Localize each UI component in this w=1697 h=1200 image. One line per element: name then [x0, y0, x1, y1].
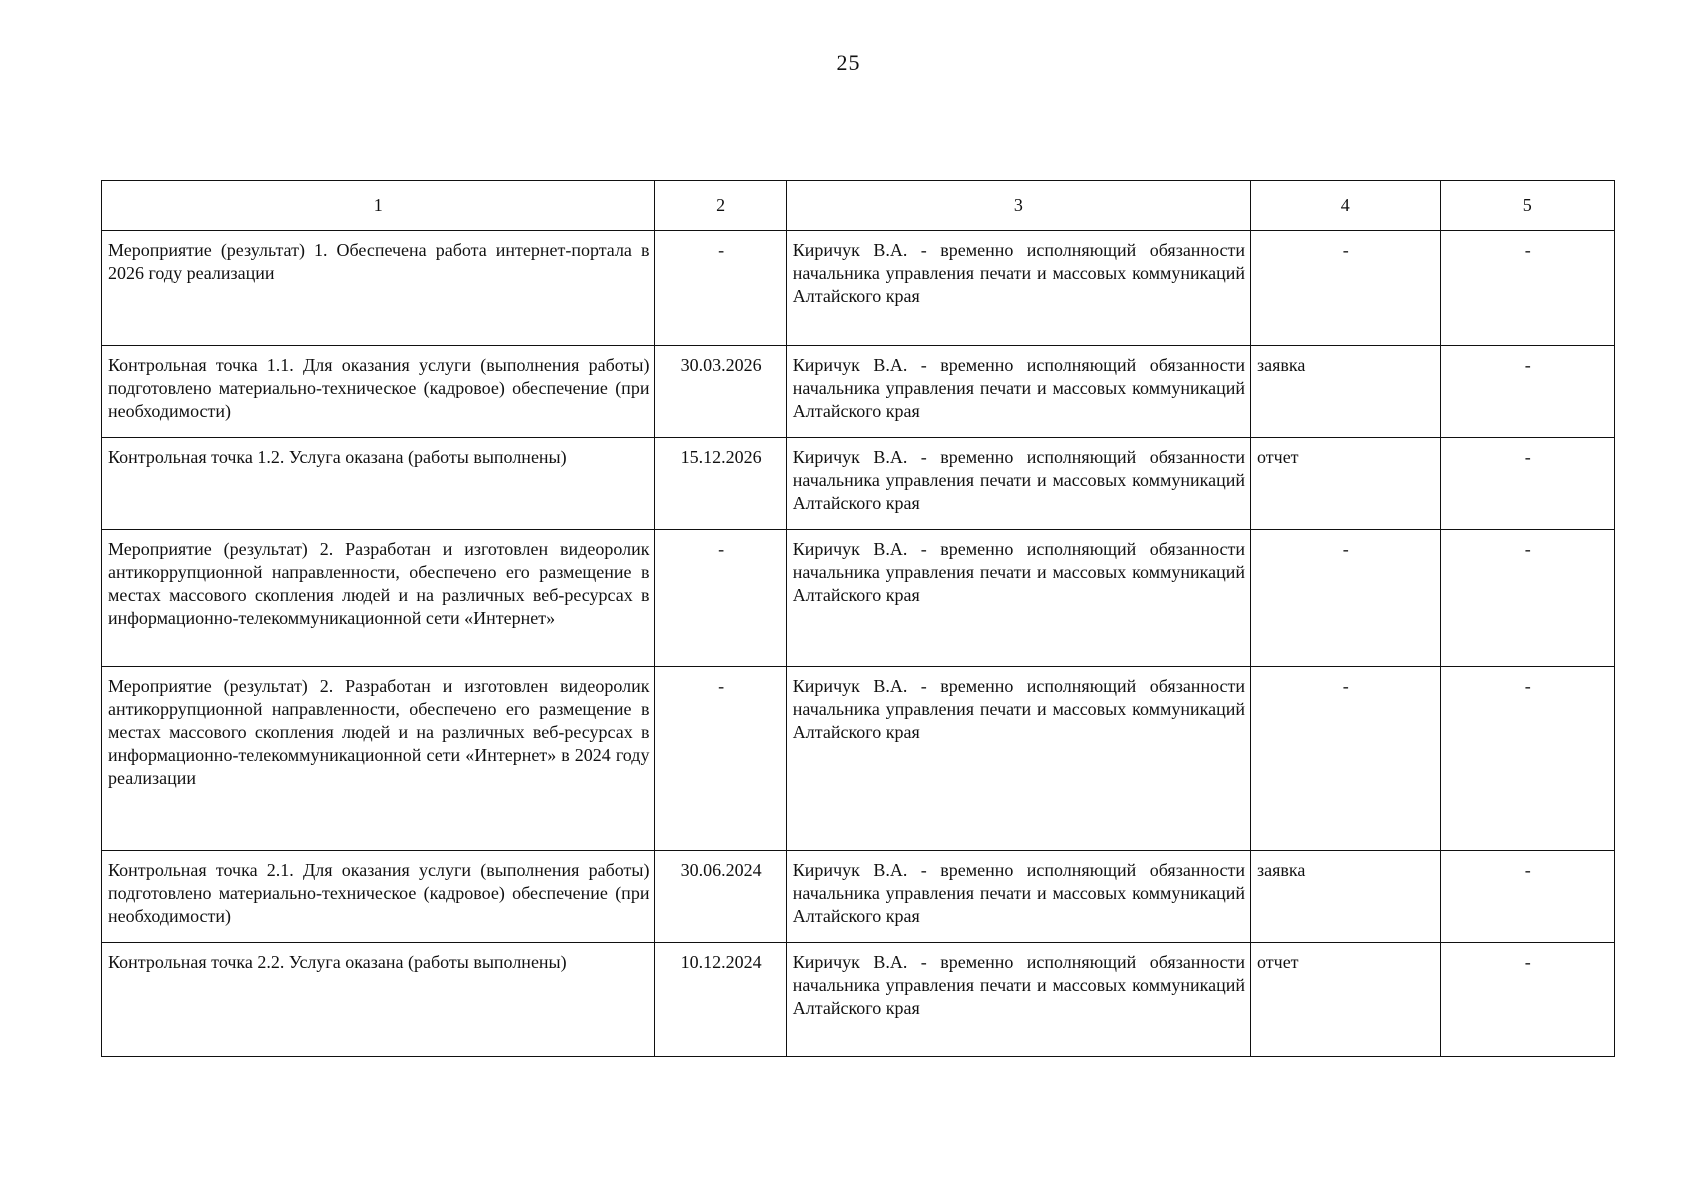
date-cell: 15.12.2026 — [655, 438, 786, 530]
responsible-cell: Киричук В.А. - временно исполняющий обязанности начальника управления печати и массовых коммуникаций Алтайского края — [786, 943, 1250, 1057]
page-number: 25 — [836, 50, 861, 75]
event-cell: Контрольная точка 1.1. Для оказания услуги (выполнения работы) подготовлено материально-техническое (кадровое) обеспечение (при необходимости) — [102, 346, 655, 438]
table-row — [102, 851, 1615, 943]
table-row — [102, 943, 1615, 1057]
info-cell: - — [1440, 530, 1614, 667]
document-cell: - — [1251, 667, 1441, 851]
table-row — [102, 438, 1615, 530]
document-cell: - — [1251, 231, 1441, 346]
plan-table — [101, 180, 1615, 1057]
info-cell: - — [1440, 231, 1614, 346]
date-cell: - — [655, 530, 786, 667]
event-cell: Мероприятие (результат) 2. Разработан и изготовлен видеоролик антикоррупционной направленности, обеспечено его размещение в местах массового скопления людей и на различных веб-ресурсах в информационно-телекоммуникационной сети «Интернет» в 2024 году реализации — [102, 667, 655, 851]
info-cell: - — [1440, 667, 1614, 851]
responsible-cell: Киричук В.А. - временно исполняющий обязанности начальника управления печати и массовых коммуникаций Алтайского края — [786, 438, 1250, 530]
document-cell: заявка — [1251, 346, 1441, 438]
event-cell: Контрольная точка 1.2. Услуга оказана (работы выполнены) — [102, 438, 655, 530]
date-cell: 30.06.2024 — [655, 851, 786, 943]
event-cell: Контрольная точка 2.2. Услуга оказана (работы выполнены) — [102, 943, 655, 1057]
event-cell: Мероприятие (результат) 1. Обеспечена работа интернет-портала в 2026 году реализации — [102, 231, 655, 346]
date-cell: 10.12.2024 — [655, 943, 786, 1057]
table-row — [102, 530, 1615, 667]
responsible-cell: Киричук В.А. - временно исполняющий обязанности начальника управления печати и массовых коммуникаций Алтайского края — [786, 346, 1250, 438]
document-cell: - — [1251, 530, 1441, 667]
column-header-4: 4 — [1251, 181, 1441, 231]
event-cell: Контрольная точка 2.1. Для оказания услуги (выполнения работы) подготовлено материально-техническое (кадровое) обеспечение (при необходимости) — [102, 851, 655, 943]
table-header-row — [102, 181, 1615, 231]
table-row — [102, 667, 1615, 851]
date-cell: - — [655, 231, 786, 346]
document-cell: отчет — [1251, 438, 1441, 530]
column-header-1: 1 — [102, 181, 655, 231]
info-cell: - — [1440, 851, 1614, 943]
info-cell: - — [1440, 438, 1614, 530]
date-cell: 30.03.2026 — [655, 346, 786, 438]
date-cell: - — [655, 667, 786, 851]
document-cell: отчет — [1251, 943, 1441, 1057]
column-header-2: 2 — [655, 181, 786, 231]
table-row — [102, 346, 1615, 438]
document-cell: заявка — [1251, 851, 1441, 943]
column-header-3: 3 — [786, 181, 1250, 231]
info-cell: - — [1440, 346, 1614, 438]
responsible-cell: Киричук В.А. - временно исполняющий обязанности начальника управления печати и массовых коммуникаций Алтайского края — [786, 530, 1250, 667]
info-cell: - — [1440, 943, 1614, 1057]
responsible-cell: Киричук В.А. - временно исполняющий обязанности начальника управления печати и массовых коммуникаций Алтайского края — [786, 851, 1250, 943]
event-cell: Мероприятие (результат) 2. Разработан и изготовлен видеоролик антикоррупционной направленности, обеспечено его размещение в местах массового скопления людей и на различных веб-ресурсах в информационно-телекоммуникационной сети «Интернет» — [102, 530, 655, 667]
responsible-cell: Киричук В.А. - временно исполняющий обязанности начальника управления печати и массовых коммуникаций Алтайского края — [786, 667, 1250, 851]
responsible-cell: Киричук В.А. - временно исполняющий обязанности начальника управления печати и массовых коммуникаций Алтайского края — [786, 231, 1250, 346]
table-row — [102, 231, 1615, 346]
column-header-5: 5 — [1440, 181, 1614, 231]
